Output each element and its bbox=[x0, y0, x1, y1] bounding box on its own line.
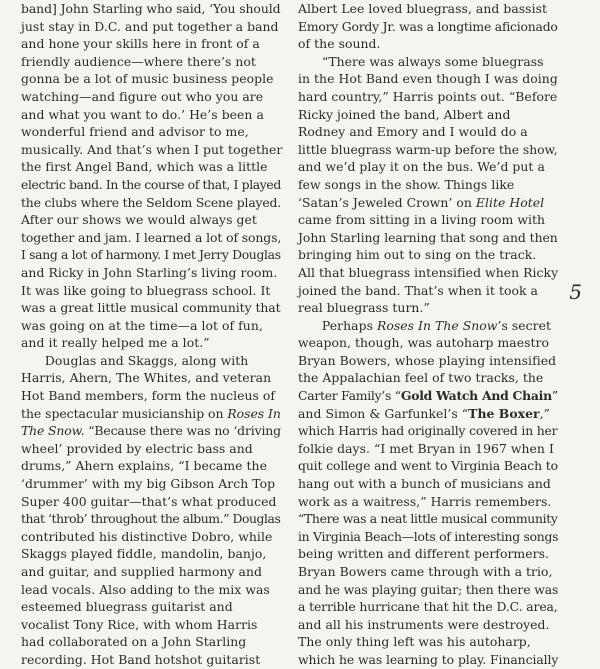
left-column-line bbox=[21, 317, 283, 335]
right-column-line bbox=[298, 352, 560, 370]
right-column-line bbox=[298, 158, 560, 176]
left-column-line bbox=[21, 633, 283, 651]
right-column-line bbox=[298, 35, 560, 53]
right-column-line bbox=[298, 0, 560, 18]
left-column-line bbox=[21, 493, 283, 511]
body-text: that ‘throb’ throughout the album.” Douglas bbox=[21, 511, 281, 527]
right-column-line bbox=[298, 88, 560, 106]
left-column-line bbox=[21, 0, 283, 18]
body-text: the Appalachian feel of two tracks, the bbox=[298, 370, 544, 386]
left-column-line bbox=[21, 405, 283, 423]
body-text: and all his instruments were destroyed. bbox=[298, 616, 550, 632]
body-text: gonna be a lot of music business people bbox=[21, 71, 274, 87]
right-column-line bbox=[298, 282, 560, 300]
left-column-line bbox=[21, 422, 283, 440]
right-column-line bbox=[298, 106, 560, 124]
body-text: bringing him out to sing on the track. bbox=[298, 247, 537, 263]
right-column-line bbox=[298, 545, 560, 563]
body-text: in Virginia Beach—lots of interesting songs bbox=[298, 528, 559, 544]
italic-title-text: Roses In bbox=[227, 405, 281, 421]
body-text: wheel’ provided by electric bass and bbox=[21, 440, 253, 456]
body-text: of the sound. bbox=[298, 36, 381, 52]
body-text: folkie days. “I met Bryan in 1967 when I bbox=[298, 440, 554, 456]
body-text: together and jam. I learned a lot of songs, bbox=[21, 229, 282, 245]
left-column-line bbox=[21, 616, 283, 634]
right-column-line bbox=[298, 299, 560, 317]
body-text: Ricky joined the band, Albert and bbox=[298, 106, 511, 122]
right-column-line bbox=[298, 563, 560, 581]
body-text: friendly audience—where there’s not bbox=[21, 53, 256, 69]
right-column-line bbox=[298, 440, 560, 458]
body-text: quit college and went to Virginia Beach to bbox=[298, 458, 559, 474]
body-text: “Because there was no ‘driving bbox=[84, 423, 281, 439]
left-column-line bbox=[21, 70, 283, 88]
body-text: vocalist Tony Rice, with whom Harris bbox=[21, 616, 258, 632]
body-text: It was like going to bluegrass school. It bbox=[21, 282, 271, 298]
body-text: Skaggs played fiddle, mandolin, banjo, bbox=[21, 546, 267, 562]
body-text: and Simon & Garfunkel’s “ bbox=[298, 405, 469, 421]
left-column-line bbox=[21, 123, 283, 141]
right-column-line bbox=[298, 264, 560, 282]
body-text: band] John Starling who said, ‘You should bbox=[21, 1, 281, 16]
body-text: Hot Band members, form the nucleus of bbox=[21, 388, 276, 404]
italic-title-text: Elite Hotel bbox=[475, 194, 545, 210]
body-text: weapon, though, was autoharp maestro bbox=[298, 335, 550, 351]
right-column-line bbox=[298, 405, 560, 423]
body-text: I sang a lot of harmony. I met Jerry Douglas bbox=[21, 247, 281, 263]
left-column-line bbox=[21, 299, 283, 317]
right-column-line bbox=[298, 229, 560, 247]
body-text: Bryan Bowers, whose playing intensified bbox=[298, 352, 557, 368]
left-column-line bbox=[21, 457, 283, 475]
body-text: lead vocals. Also adding to the mix was bbox=[21, 581, 270, 597]
right-column-line bbox=[298, 457, 560, 475]
body-text: ’s secret bbox=[497, 317, 552, 333]
body-text: ‘drummer’ with my big Gibson Arch Top bbox=[21, 476, 276, 492]
body-text: Rodney and Emory and I would do a bbox=[298, 124, 528, 140]
right-column-line bbox=[298, 651, 560, 669]
body-text: came from sitting in a living room with bbox=[298, 212, 546, 228]
left-column-line bbox=[21, 141, 283, 159]
body-text: and what you want to do.’ He’s been a bbox=[21, 106, 264, 122]
left-column-line bbox=[21, 194, 283, 212]
right-column-line bbox=[298, 633, 560, 651]
body-text: was a great little musical community that bbox=[21, 300, 281, 316]
left-column-line bbox=[21, 545, 283, 563]
body-text: hard country,” Harris points out. “Before bbox=[298, 88, 558, 104]
body-text: was going on at the time—a lot of fun, bbox=[21, 317, 263, 333]
italic-title-text: The Snow. bbox=[21, 423, 85, 439]
body-text: being written and different performers. bbox=[298, 546, 549, 562]
body-text: just stay in D.C. and put together a band bbox=[21, 18, 279, 34]
body-text: and Ricky in John Starling’s living room. bbox=[21, 264, 278, 280]
body-text: Douglas and Skaggs, along with bbox=[21, 352, 249, 368]
body-text: esteemed bluegrass guitarist and bbox=[21, 599, 233, 615]
left-column-line bbox=[21, 282, 283, 300]
body-text: drums,” Ahern explains, “I became the bbox=[21, 458, 267, 474]
body-text: little bluegrass warm-up before the show, bbox=[298, 141, 558, 157]
right-column-line bbox=[298, 211, 560, 229]
right-column-line bbox=[298, 422, 560, 440]
right-column-line bbox=[298, 598, 560, 616]
body-text: the spectacular musicianship on bbox=[21, 405, 228, 421]
body-text: watching—and figure out who you are bbox=[21, 88, 264, 104]
body-text: few songs in the show. Things like bbox=[298, 176, 515, 192]
right-column-line bbox=[298, 475, 560, 493]
page-number: 5 bbox=[569, 280, 582, 304]
left-column-line bbox=[21, 387, 283, 405]
left-text-column bbox=[21, 0, 283, 669]
left-column-line bbox=[21, 264, 283, 282]
body-text: ” bbox=[551, 388, 558, 404]
right-column-line bbox=[298, 616, 560, 634]
left-column-line bbox=[21, 211, 283, 229]
left-column-line bbox=[21, 440, 283, 458]
body-text: Perhaps bbox=[298, 317, 377, 333]
body-text: Bryan Bowers came through with a trio, bbox=[298, 564, 553, 579]
body-text: Harris, Ahern, The Whites, and veteran bbox=[21, 370, 272, 386]
body-text: “There was always some bluegrass bbox=[298, 53, 544, 69]
right-column-line bbox=[298, 510, 560, 528]
right-column-line bbox=[298, 53, 560, 71]
left-column-line bbox=[21, 229, 283, 247]
right-column-line bbox=[298, 246, 560, 264]
bold-song-title-text: Gold Watch And Chain bbox=[400, 388, 552, 404]
body-text: Emory Gordy Jr. was a longtime aficionado bbox=[298, 18, 558, 34]
body-text: The only thing left was his autoharp, bbox=[298, 634, 531, 650]
right-column-line bbox=[298, 70, 560, 88]
body-text: All that bluegrass intensified when Ricky bbox=[298, 264, 559, 280]
body-text: real bluegrass turn.” bbox=[298, 300, 430, 316]
right-column-line bbox=[298, 369, 560, 387]
body-text: and we’d play it on the bus. We’d put a bbox=[298, 159, 545, 175]
right-column-line bbox=[298, 493, 560, 511]
body-text: “There was a neat little musical community bbox=[298, 511, 558, 527]
body-text: a terrible hurricane that hit the D.C. area, bbox=[298, 599, 558, 615]
body-text: electric band. In the course of that, I played bbox=[21, 176, 281, 192]
bold-song-title-text: The Boxer bbox=[468, 405, 540, 421]
body-text: Super 400 guitar—that’s what produced bbox=[21, 493, 277, 509]
body-text: and he was playing guitar; then there was bbox=[298, 581, 559, 597]
body-text: which Harris had originally covered in her bbox=[298, 423, 558, 439]
body-text: musically. And that’s when I put together bbox=[21, 141, 283, 157]
right-column-line bbox=[298, 387, 560, 405]
body-text: the clubs where the Seldom Scene played. bbox=[21, 194, 282, 210]
body-text: and it really helped me a lot.” bbox=[21, 335, 210, 351]
left-column-line bbox=[21, 598, 283, 616]
body-text: Albert Lee loved bluegrass, and bassist bbox=[298, 1, 548, 16]
body-text: and hone your skills here in front of a bbox=[21, 36, 260, 52]
left-column-line bbox=[21, 176, 283, 194]
italic-title-text: Roses In The Snow bbox=[376, 317, 498, 333]
left-column-line bbox=[21, 158, 283, 176]
left-column-line bbox=[21, 528, 283, 546]
left-column-line bbox=[21, 369, 283, 387]
body-text: work as a waitress,” Harris remembers. bbox=[298, 493, 552, 509]
right-column-line bbox=[298, 194, 560, 212]
body-text: Carter Family’s “ bbox=[298, 388, 401, 404]
body-text: wonderful friend and advisor to me, bbox=[21, 124, 249, 140]
body-text: contributed his distinctive Dobro, while bbox=[21, 528, 273, 544]
body-text: in the Hot Band even though I was doing bbox=[298, 71, 558, 87]
right-column-line bbox=[298, 317, 560, 335]
left-column-line bbox=[21, 246, 283, 264]
right-column-line bbox=[298, 334, 560, 352]
left-column-line bbox=[21, 106, 283, 124]
left-column-line bbox=[21, 88, 283, 106]
left-column-line bbox=[21, 334, 283, 352]
left-column-line bbox=[21, 35, 283, 53]
left-column-line bbox=[21, 18, 283, 36]
left-column-line bbox=[21, 352, 283, 370]
right-column-line bbox=[298, 123, 560, 141]
body-text: recording. Hot Band hotshot guitarist bbox=[21, 651, 261, 667]
body-text: ‘Satan’s Jeweled Crown’ on bbox=[298, 194, 476, 210]
left-column-line bbox=[21, 53, 283, 71]
right-text-column bbox=[298, 0, 560, 669]
body-text: After our shows we would always get bbox=[21, 212, 257, 228]
right-column-line bbox=[298, 581, 560, 599]
left-column-line bbox=[21, 563, 283, 581]
body-text: had collaborated on a John Starling bbox=[21, 634, 247, 650]
left-column-line bbox=[21, 651, 283, 669]
body-text: hang out with a bunch of musicians and bbox=[298, 476, 551, 492]
body-text: and guitar, and supplied harmony and bbox=[21, 564, 263, 579]
left-column-line bbox=[21, 475, 283, 493]
body-text: the first Angel Band, which was a little bbox=[21, 159, 268, 175]
body-text: John Starling learning that song and then bbox=[298, 229, 558, 245]
body-text: which he was learning to play. Financially bbox=[298, 651, 559, 667]
right-column-line bbox=[298, 528, 560, 546]
left-column-line bbox=[21, 510, 283, 528]
left-column-line bbox=[21, 581, 283, 599]
body-text: joined the band. That’s when it took a bbox=[298, 282, 538, 298]
right-column-line bbox=[298, 18, 560, 36]
body-text: ,” bbox=[539, 405, 550, 421]
right-column-line bbox=[298, 141, 560, 159]
right-column-line bbox=[298, 176, 560, 194]
